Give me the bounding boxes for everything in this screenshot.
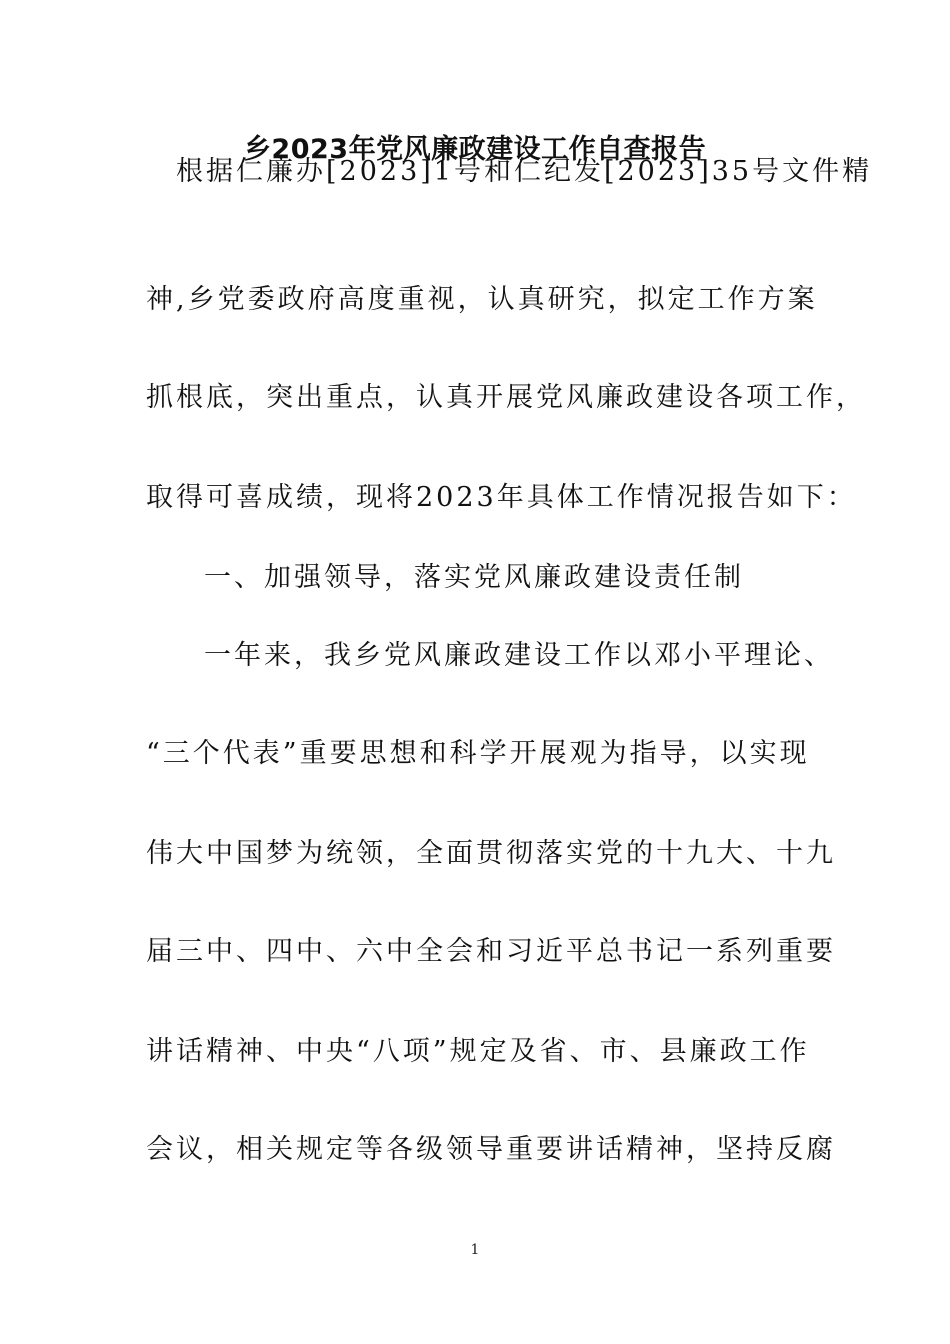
paragraph-line: 届三中、四中、六中全会和习近平总书记一系列重要 bbox=[146, 936, 836, 967]
document-title: 乡2023年党风廉政建设工作自查报告 bbox=[243, 134, 707, 165]
page-number: 1 bbox=[470, 1242, 480, 1258]
paragraph-line: 神,乡党委政府高度重视，认真研究，拟定工作方案 bbox=[146, 284, 818, 315]
section-heading: 一、加强领导，落实党风廉政建设责任制 bbox=[204, 562, 744, 593]
paragraph-line: 会议，相关规定等各级领导重要讲话精神，坚持反腐 bbox=[146, 1134, 836, 1165]
paragraph-line: “三个代表”重要思想和科学开展观为指导，以实现 bbox=[146, 738, 810, 769]
paragraph-line: 讲话精神、中央“八项”规定及省、市、县廉政工作 bbox=[146, 1036, 810, 1067]
paragraph-line: 取得可喜成绩，现将2023年具体工作情况报告如下： bbox=[146, 482, 857, 513]
paragraph-line: 一年来，我乡党风廉政建设工作以邓小平理论、 bbox=[204, 640, 834, 671]
paragraph-line: 抓根底，突出重点，认真开展党风廉政建设各项工作， bbox=[146, 382, 866, 413]
paragraph-line: 根据仁廉办[2023]1号和仁纪发[2023]35号文件精 bbox=[176, 156, 873, 187]
paragraph-line: 伟大中国梦为统领，全面贯彻落实党的十九大、十九 bbox=[146, 838, 836, 869]
